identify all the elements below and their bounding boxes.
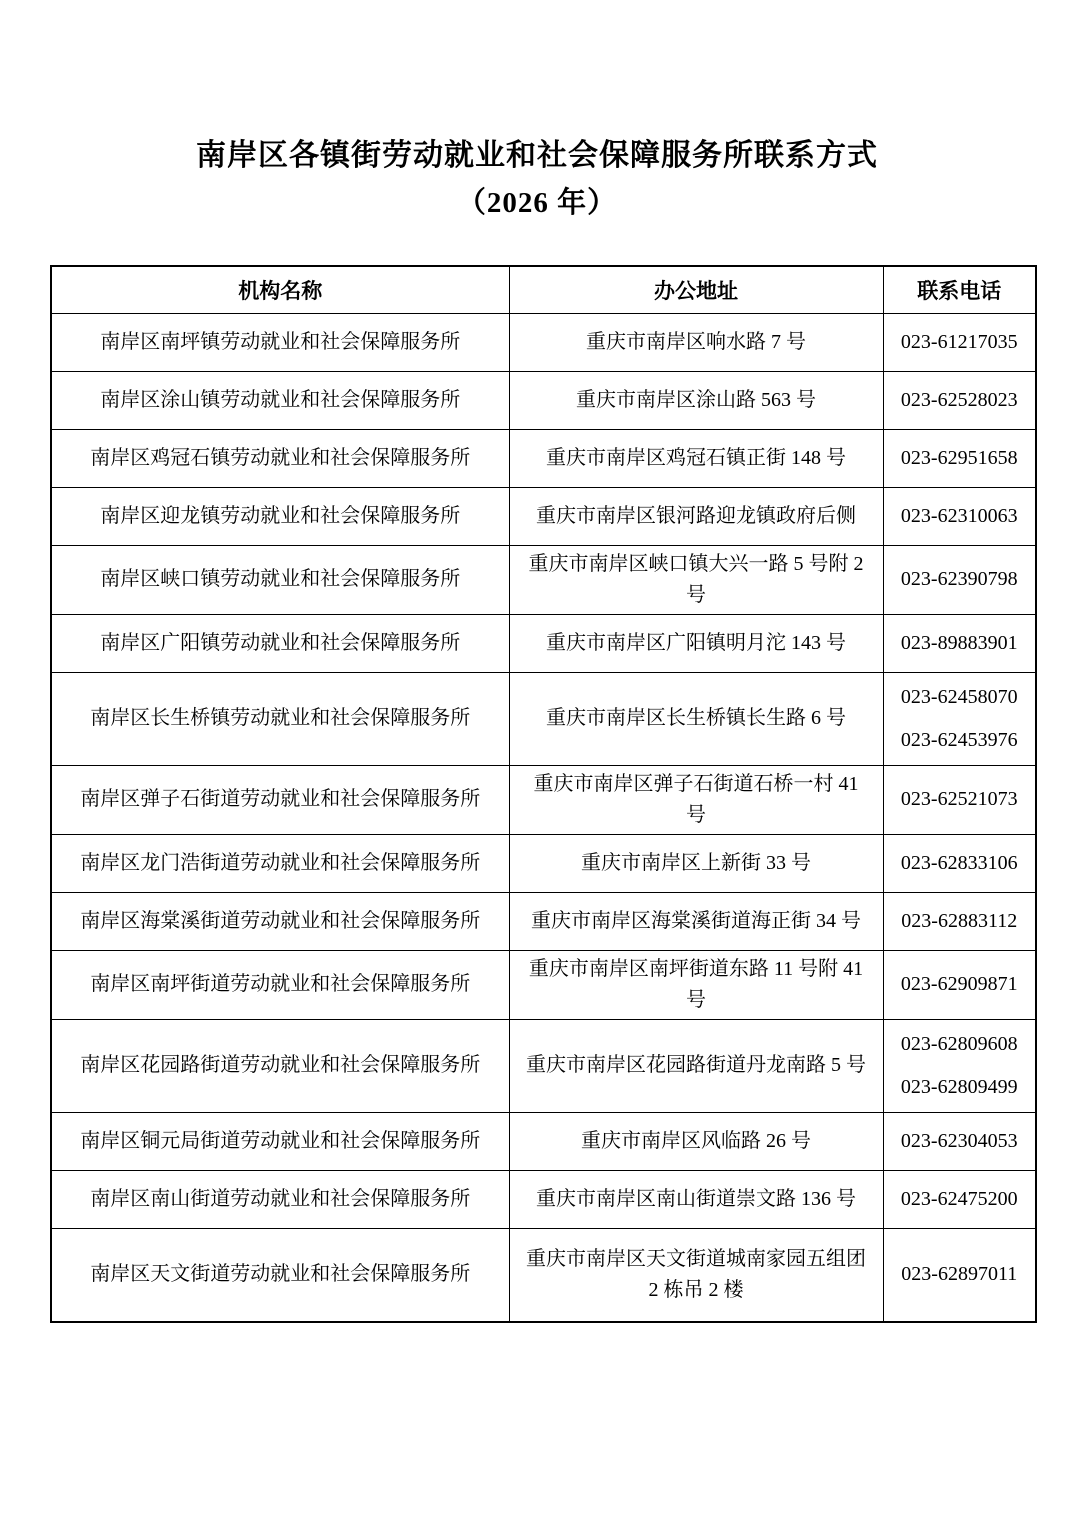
phone-cell <box>883 371 1036 429</box>
phone-cell <box>883 765 1036 834</box>
table-row <box>51 765 1036 834</box>
address-cell: 重庆市南岸区涂山路 563 号 <box>509 371 883 429</box>
org-name-cell: 南岸区迎龙镇劳动就业和社会保障服务所 <box>51 487 509 545</box>
org-name-cell: 南岸区弹子石街道劳动就业和社会保障服务所 <box>51 765 509 834</box>
org-name-cell: 南岸区天文街道劳动就业和社会保障服务所 <box>51 1228 509 1322</box>
phone-cell <box>883 672 1036 765</box>
phone-number: 023-62458070 <box>900 685 1018 708</box>
phone-cell <box>883 1228 1036 1322</box>
org-name-cell: 南岸区鸡冠石镇劳动就业和社会保障服务所 <box>51 429 509 487</box>
org-name-cell: 南岸区龙门浩街道劳动就业和社会保障服务所 <box>51 834 509 892</box>
phone-number: 023-62833106 <box>900 851 1018 874</box>
phone-cell <box>883 614 1036 672</box>
phone-cell <box>883 950 1036 1019</box>
org-name-cell: 南岸区南山街道劳动就业和社会保障服务所 <box>51 1170 509 1228</box>
address-cell: 重庆市南岸区海棠溪街道海正街 34 号 <box>509 892 883 950</box>
phone-number: 023-62528023 <box>900 388 1018 411</box>
address-cell: 重庆市南岸区广阳镇明月沱 143 号 <box>509 614 883 672</box>
phone-cell <box>883 892 1036 950</box>
address-cell: 重庆市南岸区鸡冠石镇正街 148 号 <box>509 429 883 487</box>
table-row <box>51 487 1036 545</box>
phone-cell <box>883 545 1036 614</box>
org-name-cell: 南岸区长生桥镇劳动就业和社会保障服务所 <box>51 672 509 765</box>
phone-cell <box>883 429 1036 487</box>
org-name-cell: 南岸区南坪镇劳动就业和社会保障服务所 <box>51 313 509 371</box>
phone-cell <box>883 1019 1036 1112</box>
contact-table <box>50 265 1037 1323</box>
page-title: 南岸区各镇街劳动就业和社会保障服务所联系方式 <box>196 139 878 172</box>
org-name-cell: 南岸区花园路街道劳动就业和社会保障服务所 <box>51 1019 509 1112</box>
table-row <box>51 1019 1036 1112</box>
phone-cell <box>883 834 1036 892</box>
table-header-row <box>51 266 1036 314</box>
phone-number: 023-62521073 <box>900 788 1018 811</box>
org-name-cell: 南岸区海棠溪街道劳动就业和社会保障服务所 <box>51 892 509 950</box>
page-subtitle: （2026 年） <box>456 187 618 219</box>
table-row <box>51 1170 1036 1228</box>
phone-number: 023-89883901 <box>900 631 1018 654</box>
table-row <box>51 950 1036 1019</box>
phone-number: 023-62809499 <box>900 1075 1018 1098</box>
address-cell: 重庆市南岸区弹子石街道石桥一村 41 号 <box>509 765 883 834</box>
phone-cell <box>883 313 1036 371</box>
address-cell: 重庆市南岸区花园路街道丹龙南路 5 号 <box>509 1019 883 1112</box>
header-address: 办公地址 <box>509 266 883 314</box>
phone-number: 023-62951658 <box>900 446 1018 469</box>
address-cell: 重庆市南岸区上新街 33 号 <box>509 834 883 892</box>
address-cell: 重庆市南岸区响水路 7 号 <box>509 313 883 371</box>
phone-cell <box>883 487 1036 545</box>
table-row <box>51 313 1036 371</box>
address-cell: 重庆市南岸区南坪街道东路 11 号附 41 号 <box>509 950 883 1019</box>
address-cell: 重庆市南岸区南山街道崇文路 136 号 <box>509 1170 883 1228</box>
phone-number: 023-62310063 <box>900 504 1018 527</box>
phone-number: 023-62809608 <box>900 1032 1018 1055</box>
org-name-cell: 南岸区广阳镇劳动就业和社会保障服务所 <box>51 614 509 672</box>
table-row <box>51 429 1036 487</box>
table-row <box>51 614 1036 672</box>
phone-number: 023-61217035 <box>900 330 1018 353</box>
address-cell: 重庆市南岸区天文街道城南家园五组团 2 栋吊 2 楼 <box>509 1228 883 1322</box>
address-cell: 重庆市南岸区峡口镇大兴一路 5 号附 2 号 <box>509 545 883 614</box>
table-row <box>51 892 1036 950</box>
table-row <box>51 834 1036 892</box>
org-name-cell: 南岸区峡口镇劳动就业和社会保障服务所 <box>51 545 509 614</box>
header-org-name: 机构名称 <box>51 266 509 314</box>
table-row <box>51 545 1036 614</box>
table-body <box>51 313 1036 1322</box>
phone-number: 023-62453976 <box>900 728 1018 751</box>
address-cell: 重庆市南岸区风临路 26 号 <box>509 1112 883 1170</box>
table-row <box>51 1228 1036 1322</box>
org-name-cell: 南岸区涂山镇劳动就业和社会保障服务所 <box>51 371 509 429</box>
phone-number: 023-62883112 <box>901 909 1018 932</box>
org-name-cell: 南岸区铜元局街道劳动就业和社会保障服务所 <box>51 1112 509 1170</box>
phone-cell <box>883 1112 1036 1170</box>
org-name-cell: 南岸区南坪街道劳动就业和社会保障服务所 <box>51 950 509 1019</box>
table-row <box>51 371 1036 429</box>
phone-number: 023-62304053 <box>900 1129 1018 1152</box>
table-row <box>51 1112 1036 1170</box>
phone-number: 023-62390798 <box>900 568 1018 591</box>
phone-cell <box>883 1170 1036 1228</box>
table-row <box>51 672 1036 765</box>
phone-number: 023-62897011 <box>901 1263 1018 1286</box>
address-cell: 重庆市南岸区长生桥镇长生路 6 号 <box>509 672 883 765</box>
phone-number: 023-62475200 <box>900 1187 1018 1210</box>
header-phone: 联系电话 <box>883 266 1036 314</box>
address-cell: 重庆市南岸区银河路迎龙镇政府后侧 <box>509 487 883 545</box>
phone-number: 023-62909871 <box>900 973 1018 996</box>
